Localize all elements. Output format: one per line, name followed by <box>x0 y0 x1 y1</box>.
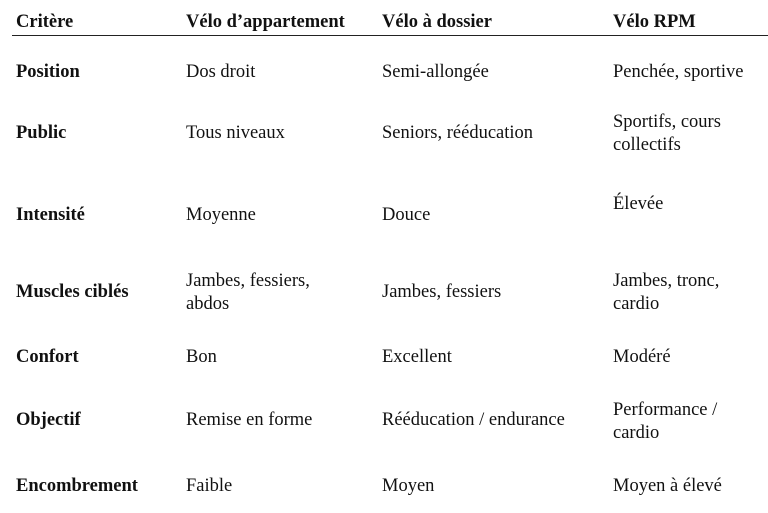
table-cell: Moyen <box>382 476 435 496</box>
table-cell: Jambes, fessiers <box>382 282 502 302</box>
header-divider <box>12 35 768 36</box>
table-cell: Dos droit <box>186 62 256 82</box>
table-cell: Douce <box>382 205 431 225</box>
table-cell: Bon <box>186 347 217 367</box>
header-criterion: Critère <box>16 12 74 32</box>
table-cell: Jambes, tronc, cardio <box>613 271 720 314</box>
table-cell: Semi-allongée <box>382 62 489 82</box>
header-home-bike: Vélo d’appartement <box>186 12 345 32</box>
row-label-intensity: Intensité <box>16 205 85 225</box>
table-cell: Sportifs, cours collectifs <box>613 112 721 155</box>
row-label-target-muscles: Muscles ciblés <box>16 282 129 302</box>
table-cell: Modéré <box>613 347 671 367</box>
header-rpm-bike: Vélo RPM <box>613 12 696 32</box>
table-cell: Tous niveaux <box>186 123 285 143</box>
row-label-position: Position <box>16 62 80 82</box>
table-cell: Moyen à élevé <box>613 476 722 496</box>
header-recumbent-bike: Vélo à dossier <box>382 12 492 32</box>
row-label-public: Public <box>16 123 67 143</box>
table-cell: Jambes, fessiers, abdos <box>186 271 310 314</box>
table-cell: Performance / cardio <box>613 400 718 443</box>
row-label-objective: Objectif <box>16 410 81 430</box>
row-label-comfort: Confort <box>16 347 79 367</box>
table-cell: Excellent <box>382 347 452 367</box>
table-cell: Penchée, sportive <box>613 62 744 82</box>
table-cell: Élevée <box>613 194 664 214</box>
table-cell: Seniors, rééducation <box>382 123 534 143</box>
row-label-footprint: Encombrement <box>16 476 138 496</box>
table-cell: Faible <box>186 476 233 496</box>
table-cell: Moyenne <box>186 205 256 225</box>
table-cell: Remise en forme <box>186 410 313 430</box>
table-cell: Rééducation / endurance <box>382 410 565 430</box>
